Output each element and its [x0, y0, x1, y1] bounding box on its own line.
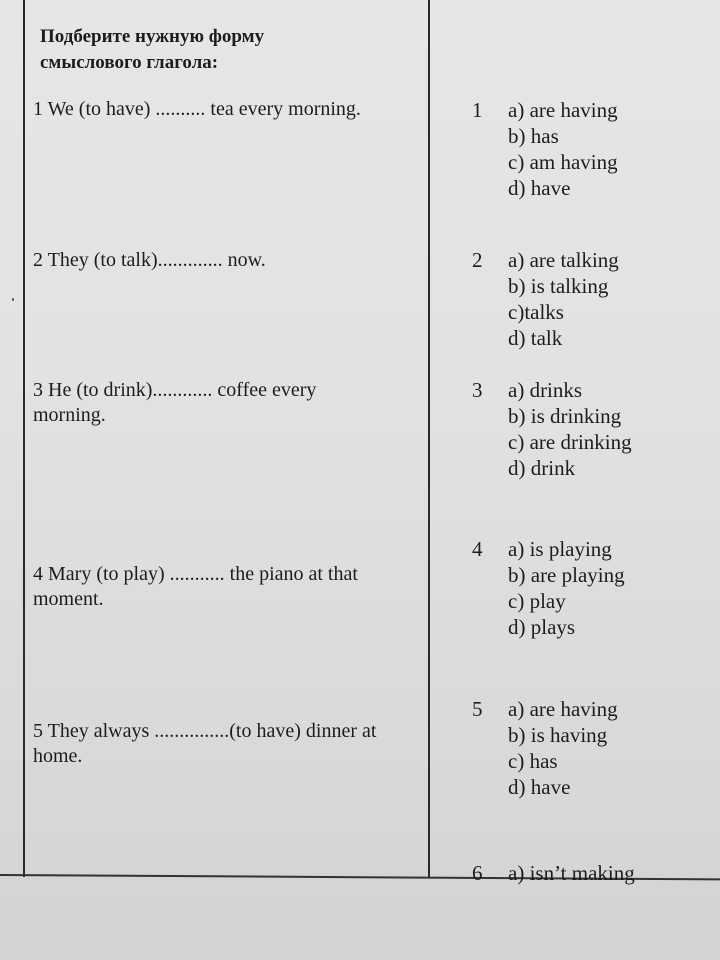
answer-option: c) are drinking [508, 430, 632, 454]
answer-option: a) are having [508, 697, 618, 721]
left-margin-line [23, 0, 25, 877]
answer-option: a) isn’t making [508, 861, 635, 885]
answer-option: d) drink [508, 456, 576, 480]
answer-option: c) play [508, 589, 566, 613]
answer-option: a) is playing [508, 537, 612, 561]
answer-number: 1 [472, 98, 483, 122]
answer-option: d) have [508, 176, 571, 200]
answer-option: d) talk [508, 326, 563, 350]
paper-speck [12, 298, 14, 301]
answer-number: 4 [472, 537, 483, 561]
answer-options [508, 97, 618, 201]
answer-option: b) are playing [508, 563, 625, 587]
question-2: 2 They (to talk)............. now. [33, 249, 266, 271]
answer-number: 2 [472, 248, 483, 272]
answer-option: b) is drinking [508, 404, 622, 428]
answer-option: a) are talking [508, 248, 619, 272]
answer-number: 6 [472, 861, 483, 885]
question-3: 3 He (to drink)............ coffee every morning. [33, 379, 322, 426]
column-divider-line [428, 0, 430, 877]
answer-option: d) plays [508, 615, 576, 639]
answer-option: b) is talking [508, 274, 609, 298]
answer-option: b) has [508, 124, 559, 148]
answer-options [508, 536, 625, 640]
answer-option: a) are having [508, 98, 618, 122]
answer-option: c) am having [508, 150, 618, 174]
answer-number: 3 [472, 378, 483, 402]
answer-options [508, 377, 632, 481]
answer-option: a) drinks [508, 378, 583, 402]
answer-options [508, 696, 618, 800]
answer-options [508, 860, 635, 886]
answer-option: c) has [508, 749, 558, 773]
answer-number: 5 [472, 697, 483, 721]
task-heading: Подберите нужную форму смыслового глагола: [40, 26, 265, 73]
question-5: 5 They always ...............(to have) dinner at home. [33, 720, 382, 767]
answer-option: d) have [508, 775, 571, 799]
question-1: 1 We (to have) .......... tea every morning. [33, 98, 361, 120]
answer-option: c)talks [508, 300, 564, 324]
answer-options [508, 247, 619, 351]
answer-option: b) is having [508, 723, 608, 747]
question-4: 4 Mary (to play) ........... the piano at that moment. [33, 563, 363, 610]
